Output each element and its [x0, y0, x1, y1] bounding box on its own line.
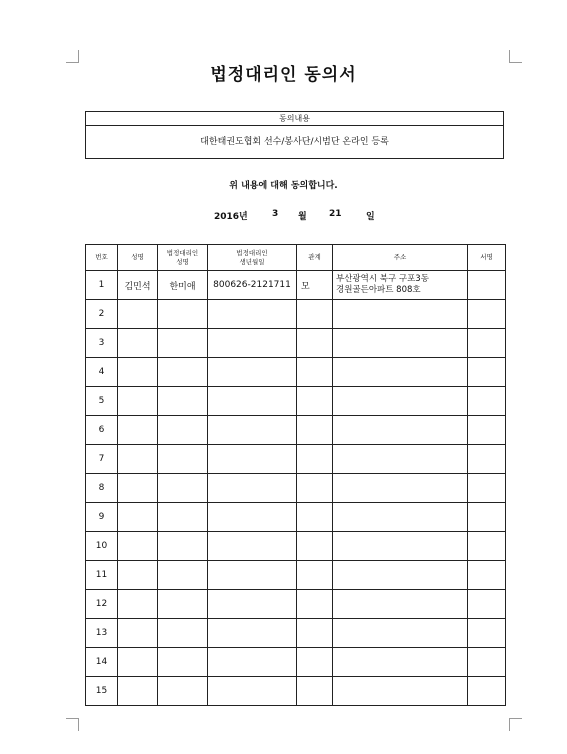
cell-guardian-name — [158, 590, 208, 619]
cell-guardian-birth — [208, 590, 297, 619]
cell-name — [118, 416, 158, 445]
cell-guardian-birth — [208, 329, 297, 358]
cell-no: 15 — [86, 677, 118, 706]
table-row — [86, 503, 506, 532]
date-day: 21 — [329, 209, 342, 219]
cell-name — [118, 619, 158, 648]
consent-box — [85, 111, 504, 159]
cell-guardian-birth — [208, 445, 297, 474]
cell-name — [118, 445, 158, 474]
cell-address — [333, 445, 468, 474]
cell-signature — [468, 474, 506, 503]
header-no: 번호 — [86, 245, 118, 271]
cell-name — [118, 300, 158, 329]
cell-relation — [297, 503, 333, 532]
cell-guardian-name — [158, 532, 208, 561]
cell-guardian-birth — [208, 532, 297, 561]
cell-name — [118, 648, 158, 677]
cell-relation — [297, 445, 333, 474]
table-row — [86, 590, 506, 619]
consent-content: 대한태권도협회 선수/봉사단/시범단 온라인 등록 — [200, 137, 389, 147]
cell-relation — [297, 300, 333, 329]
cell-signature — [468, 590, 506, 619]
table-row — [86, 619, 506, 648]
cell-guardian-name — [158, 648, 208, 677]
cell-no: 3 — [86, 329, 118, 358]
table-row — [86, 271, 506, 300]
cell-no: 12 — [86, 590, 118, 619]
cell-no: 8 — [86, 474, 118, 503]
cell-relation: 모 — [297, 271, 333, 300]
date-day-unit: 일 — [366, 212, 375, 222]
cell-address — [333, 329, 468, 358]
date-month: 3 — [272, 209, 279, 219]
table-row — [86, 532, 506, 561]
crop-mark-bottom-left — [66, 718, 79, 731]
header-signature: 서명 — [468, 245, 506, 271]
cell-no: 5 — [86, 387, 118, 416]
cell-signature — [468, 648, 506, 677]
header-guardian-birth-line2: 생년월일 — [239, 257, 265, 266]
cell-guardian-name — [158, 561, 208, 590]
guardian-table — [85, 244, 506, 706]
cell-signature — [468, 358, 506, 387]
cell-guardian-birth — [208, 300, 297, 329]
cell-name — [118, 677, 158, 706]
cell-guardian-name: 한미애 — [158, 271, 208, 300]
header-guardian-name-line1: 법정대리인 — [166, 248, 199, 257]
cell-guardian-birth — [208, 619, 297, 648]
cell-guardian-name — [158, 416, 208, 445]
cell-guardian-name — [158, 445, 208, 474]
cell-signature — [468, 445, 506, 474]
cell-name — [118, 503, 158, 532]
table-row — [86, 416, 506, 445]
cell-guardian-name — [158, 474, 208, 503]
cell-signature — [468, 416, 506, 445]
cell-address — [333, 590, 468, 619]
cell-no: 14 — [86, 648, 118, 677]
cell-guardian-birth — [208, 503, 297, 532]
cell-no: 11 — [86, 561, 118, 590]
address-line1: 부산광역시 북구 구포3동 — [336, 274, 429, 284]
cell-signature — [468, 300, 506, 329]
cell-guardian-birth — [208, 561, 297, 590]
cell-guardian-name — [158, 358, 208, 387]
cell-relation — [297, 387, 333, 416]
cell-relation — [297, 474, 333, 503]
cell-no: 2 — [86, 300, 118, 329]
cell-relation — [297, 619, 333, 648]
cell-no: 10 — [86, 532, 118, 561]
header-guardian-name — [158, 245, 208, 271]
cell-signature — [468, 503, 506, 532]
header-guardian-birth — [208, 245, 297, 271]
cell-signature — [468, 387, 506, 416]
cell-relation — [297, 329, 333, 358]
cell-signature — [468, 561, 506, 590]
cell-address — [333, 677, 468, 706]
cell-signature — [468, 271, 506, 300]
table-header-row — [86, 245, 506, 271]
cell-guardian-name — [158, 329, 208, 358]
table-row — [86, 329, 506, 358]
cell-guardian-name — [158, 300, 208, 329]
cell-address — [333, 648, 468, 677]
cell-guardian-birth — [208, 677, 297, 706]
cell-no: 4 — [86, 358, 118, 387]
cell-guardian-name — [158, 387, 208, 416]
cell-guardian-name — [158, 503, 208, 532]
cell-address — [333, 619, 468, 648]
cell-guardian-birth — [208, 474, 297, 503]
cell-relation — [297, 590, 333, 619]
cell-name — [118, 387, 158, 416]
cell-name: 김민석 — [118, 271, 158, 300]
cell-signature — [468, 329, 506, 358]
header-relation: 관계 — [297, 245, 333, 271]
cell-relation — [297, 677, 333, 706]
cell-address — [333, 561, 468, 590]
cell-address — [333, 387, 468, 416]
table-row — [86, 358, 506, 387]
cell-relation — [297, 416, 333, 445]
cell-signature — [468, 619, 506, 648]
cell-relation — [297, 532, 333, 561]
cell-guardian-birth — [208, 648, 297, 677]
date-month-unit: 월 — [298, 212, 307, 222]
cell-address — [333, 474, 468, 503]
table-row — [86, 300, 506, 329]
cell-address — [333, 300, 468, 329]
consent-header: 동의내용 — [86, 112, 503, 126]
cell-signature — [468, 532, 506, 561]
cell-address — [333, 271, 468, 300]
cell-no: 13 — [86, 619, 118, 648]
cell-no: 7 — [86, 445, 118, 474]
cell-guardian-birth — [208, 416, 297, 445]
cell-address — [333, 416, 468, 445]
header-guardian-name-line2: 성명 — [176, 257, 189, 266]
cell-relation — [297, 648, 333, 677]
header-address: 주소 — [333, 245, 468, 271]
cell-name — [118, 474, 158, 503]
date-year: 2016년 — [214, 212, 248, 222]
agreement-statement: 위 내용에 대해 동의합니다. — [229, 181, 338, 191]
table-row — [86, 561, 506, 590]
table-row — [86, 648, 506, 677]
cell-no: 6 — [86, 416, 118, 445]
table-row — [86, 387, 506, 416]
cell-address — [333, 358, 468, 387]
cell-name — [118, 561, 158, 590]
cell-guardian-birth: 800626-2121711 — [208, 271, 297, 300]
cell-name — [118, 590, 158, 619]
table-row — [86, 677, 506, 706]
cell-name — [118, 532, 158, 561]
header-name: 성명 — [118, 245, 158, 271]
cell-address — [333, 532, 468, 561]
cell-no: 1 — [86, 271, 118, 300]
cell-relation — [297, 358, 333, 387]
cell-name — [118, 358, 158, 387]
table-row — [86, 474, 506, 503]
crop-mark-bottom-right — [509, 718, 522, 731]
table-row — [86, 445, 506, 474]
cell-signature — [468, 677, 506, 706]
document-title: 법정대리인 동의서 — [210, 65, 357, 85]
cell-guardian-birth — [208, 358, 297, 387]
cell-no: 9 — [86, 503, 118, 532]
cell-guardian-name — [158, 619, 208, 648]
cell-guardian-birth — [208, 387, 297, 416]
header-guardian-birth-line1: 법정대리인 — [236, 248, 268, 257]
cell-address — [333, 503, 468, 532]
cell-guardian-name — [158, 677, 208, 706]
cell-name — [118, 329, 158, 358]
address-line2: 경원골든아파트 808호 — [336, 285, 421, 295]
cell-relation — [297, 561, 333, 590]
